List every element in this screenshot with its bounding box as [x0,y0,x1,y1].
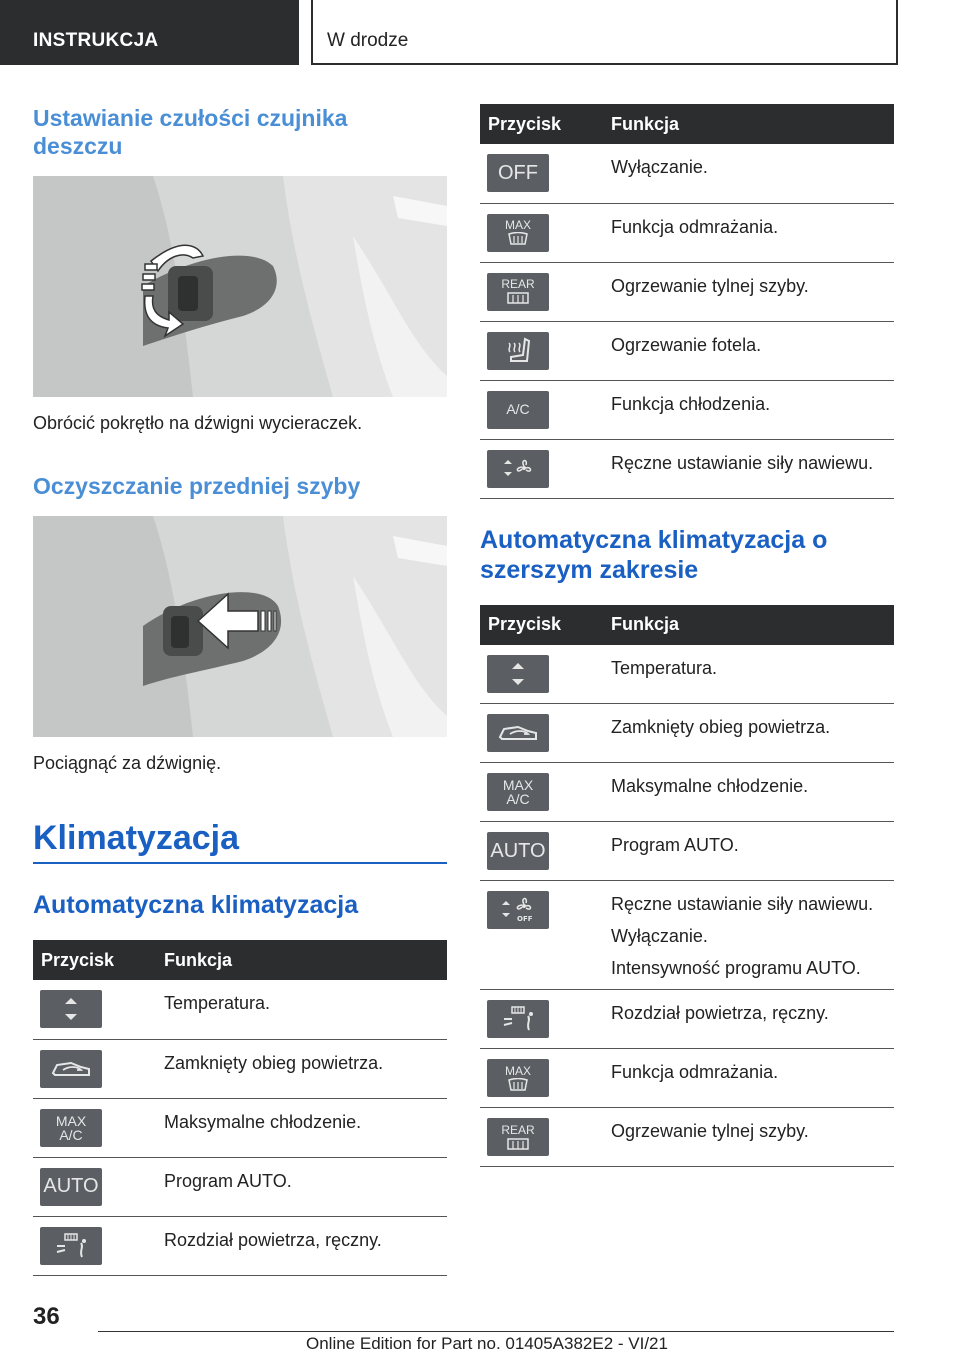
max-defrost-label: MAX [504,1063,531,1078]
rain-sensor-heading: Ustawianie czułości czujnika deszczu [33,105,348,159]
temperature-arrows-icon [487,655,549,693]
function-text: Program AUTO. [156,1157,447,1216]
col-button-header: Przycisk [480,605,603,645]
auto-icon: AUTO [40,1168,102,1206]
table-row [33,1157,447,1216]
table-row [33,1098,447,1157]
climate-title-rule [33,862,447,864]
right-column [480,104,894,1167]
function-text: Zamknięty obieg powietrza. [603,704,894,763]
table-row [480,1049,894,1108]
temperature-arrows-icon [40,990,102,1028]
rain-sensor-caption: Obrócić pokrętło na dźwigni wycieraczek. [33,413,363,433]
windshield-heading: Oczyszczanie przedniej szyby [33,473,361,499]
max-defrost-label: MAX [504,218,531,232]
header-section-label: INSTRUKCJA [33,30,159,51]
table-row [480,439,894,498]
table-row [480,203,894,262]
wiper-lever-rotate-photo [33,176,447,397]
function-text: Ręczne ustawianie siły nawiewu. [603,439,894,498]
rear-defrost-label: REAR [501,1122,535,1137]
function-text: Rozdział powietrza, ręczny. [156,1216,447,1275]
fan-speed-icon [487,450,549,488]
rear-defrost-icon [487,1118,549,1156]
table-row [33,1039,447,1098]
table-row [480,763,894,822]
table-row [480,822,894,881]
function-text: Ręczne ustawianie siły nawiewu. Wyłączanie. Intensywność programu AUTO. [603,881,894,990]
header-chapter-label: W drodze [327,30,409,51]
left-column [33,104,447,1276]
header-chapter-box [311,0,898,65]
function-text: Ogrzewanie tylnej szyby. [603,262,894,321]
air-distribution-icon [487,1000,549,1038]
table-row [480,1108,894,1167]
table-row [480,144,894,203]
footer-rule [98,1331,894,1332]
fan-off-icon [487,891,549,929]
col-function-header: Funkcja [603,104,894,144]
function-text: Temperatura. [156,980,447,1039]
table-row [480,881,894,990]
off-icon: OFF [487,154,549,192]
seat-heating-icon [487,332,549,370]
table-row [480,262,894,321]
function-text: Zamknięty obieg powietrza. [156,1039,447,1098]
function-text: Maksymalne chłodzenie. [603,763,894,822]
edition-text: Online Edition for Part no. 01405A382E2 - VI/21 [306,1334,668,1353]
auto-icon: AUTO [487,832,549,870]
function-text: Funkcja odmrażania. [603,203,894,262]
climate-title: Klimatyzacja [33,819,239,857]
max-ac-icon: MAX A/C [40,1109,102,1147]
max-defrost-icon [487,1059,549,1097]
recirculation-icon [487,714,549,752]
ac-icon: A/C [487,391,549,429]
function-text: Ogrzewanie tylnej szyby. [603,1108,894,1167]
col-function-header: Funkcja [603,605,894,645]
wiper-lever-pull-photo [33,516,447,737]
max-defrost-icon [487,214,549,252]
extended-climate-heading: Automatyczna klimatyzacja o szerszym zakresie [480,525,828,584]
table-row [33,1216,447,1275]
table-row [480,704,894,763]
auto-climate-heading: Automatyczna klimatyzacja [33,891,359,919]
page-number: 36 [33,1303,60,1330]
table-row [480,645,894,704]
table-row [480,990,894,1049]
col-button-header: Przycisk [480,104,603,144]
max-ac-icon: MAX A/C [487,773,549,811]
function-text: Temperatura. [603,645,894,704]
air-distribution-icon [40,1227,102,1265]
svg-text:OFF: OFF [517,915,533,923]
table-row [480,321,894,380]
recirculation-icon [40,1050,102,1088]
col-button-header: Przycisk [33,940,156,980]
function-text: Funkcja odmrażania. [603,1049,894,1108]
auto-climate-table [33,940,447,1276]
col-function-header: Funkcja [156,940,447,980]
header-section-tab [0,0,299,65]
rear-defrost-icon [487,273,549,311]
function-text: Rozdział powietrza, ręczny. [603,990,894,1049]
function-text: Funkcja chłodzenia. [603,380,894,439]
rear-defrost-label: REAR [501,277,535,291]
function-text: Wyłączanie. [603,144,894,203]
table-row [480,380,894,439]
climate-buttons-table [480,104,894,499]
windshield-caption: Pociągnąć za dźwignię. [33,753,222,773]
extended-climate-table [480,605,894,1168]
table-row [33,980,447,1039]
function-text: Program AUTO. [603,822,894,881]
function-text: Ogrzewanie fotela. [603,321,894,380]
function-text: Maksymalne chłodzenie. [156,1098,447,1157]
